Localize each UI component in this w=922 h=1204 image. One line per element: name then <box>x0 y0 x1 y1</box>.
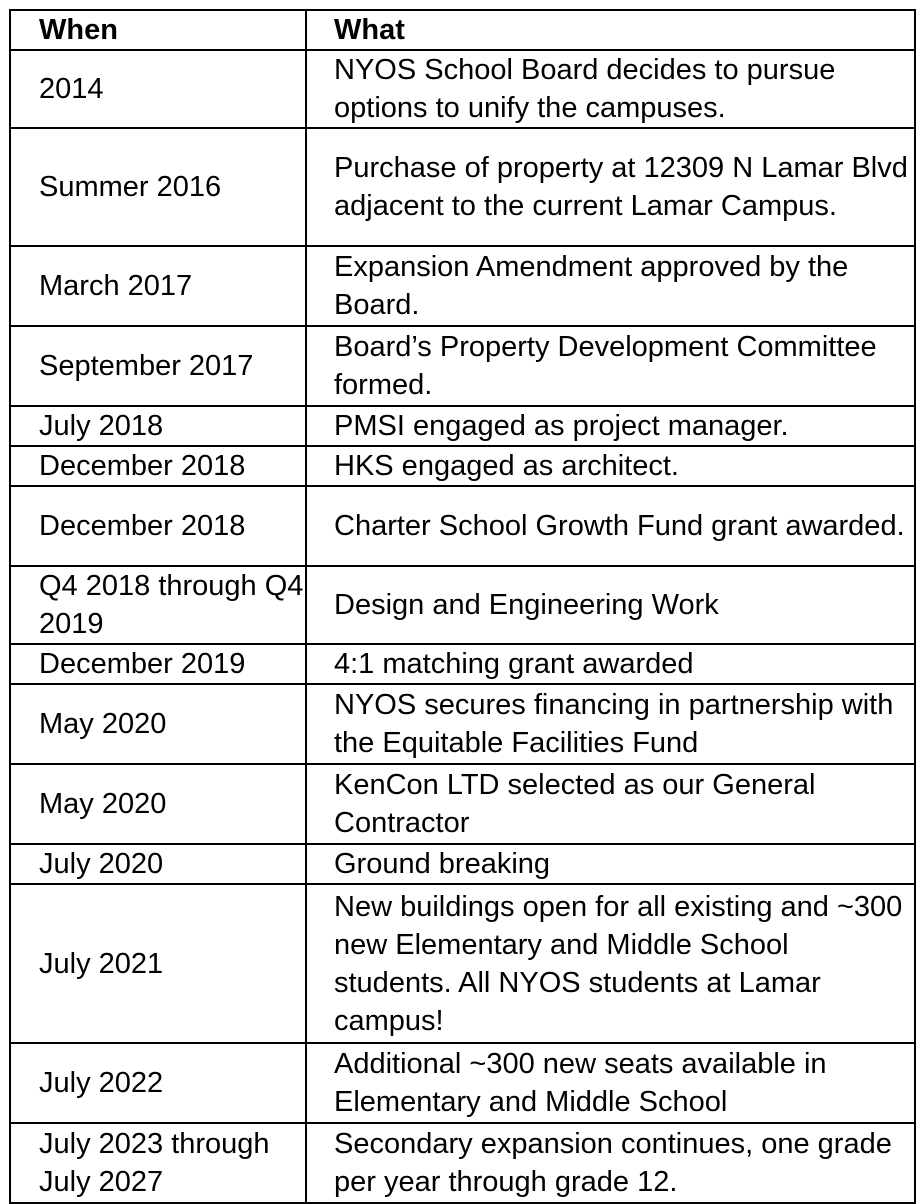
table-row <box>10 884 915 1043</box>
table-row <box>10 644 915 684</box>
when-cell: December 2019 <box>10 644 306 684</box>
what-cell: KenCon LTD selected as our General Contractor <box>306 764 915 844</box>
table-row <box>10 1043 915 1123</box>
when-cell: May 2020 <box>10 684 306 764</box>
header-when: When <box>10 10 306 50</box>
when-cell: September 2017 <box>10 326 306 406</box>
when-cell: December 2018 <box>10 486 306 566</box>
what-cell: Expansion Amendment approved by the Board. <box>306 246 915 326</box>
when-cell: December 2018 <box>10 446 306 486</box>
what-cell: 4:1 matching grant awarded <box>306 644 915 684</box>
when-cell: July 2020 <box>10 844 306 884</box>
timeline-table <box>9 9 916 1204</box>
what-cell: Board’s Property Development Committee formed. <box>306 326 915 406</box>
when-cell: Q4 2018 through Q4 2019 <box>10 566 306 644</box>
when-cell: July 2023 through July 2027 <box>10 1123 306 1203</box>
what-cell: Purchase of property at 12309 N Lamar Blvd adjacent to the current Lamar Campus. <box>306 128 915 246</box>
header-row <box>10 10 915 50</box>
what-cell: PMSI engaged as project manager. <box>306 406 915 446</box>
what-cell: New buildings open for all existing and ~300 new Elementary and Middle School students. All NYOS students at Lamar campus! <box>306 884 915 1043</box>
when-cell: July 2018 <box>10 406 306 446</box>
table-row <box>10 1123 915 1203</box>
table-row <box>10 326 915 406</box>
when-cell: July 2022 <box>10 1043 306 1123</box>
table-row <box>10 764 915 844</box>
what-cell: Additional ~300 new seats available in Elementary and Middle School <box>306 1043 915 1123</box>
when-cell: May 2020 <box>10 764 306 844</box>
when-cell: March 2017 <box>10 246 306 326</box>
what-cell: Ground breaking <box>306 844 915 884</box>
table-row <box>10 684 915 764</box>
what-cell: NYOS secures financing in partnership with the Equitable Facilities Fund <box>306 684 915 764</box>
what-cell: NYOS School Board decides to pursue options to unify the campuses. <box>306 50 915 128</box>
table-row <box>10 246 915 326</box>
table-row <box>10 844 915 884</box>
what-cell: Charter School Growth Fund grant awarded. <box>306 486 915 566</box>
when-cell: 2014 <box>10 50 306 128</box>
what-cell: Secondary expansion continues, one grade per year through grade 12. <box>306 1123 915 1203</box>
when-cell: Summer 2016 <box>10 128 306 246</box>
table-row <box>10 406 915 446</box>
table-row <box>10 50 915 128</box>
what-cell: Design and Engineering Work <box>306 566 915 644</box>
what-cell: HKS engaged as architect. <box>306 446 915 486</box>
table-row <box>10 128 915 246</box>
table-row <box>10 446 915 486</box>
table-row <box>10 486 915 566</box>
header-what: What <box>306 10 915 50</box>
when-cell: July 2021 <box>10 884 306 1043</box>
table-row <box>10 566 915 644</box>
